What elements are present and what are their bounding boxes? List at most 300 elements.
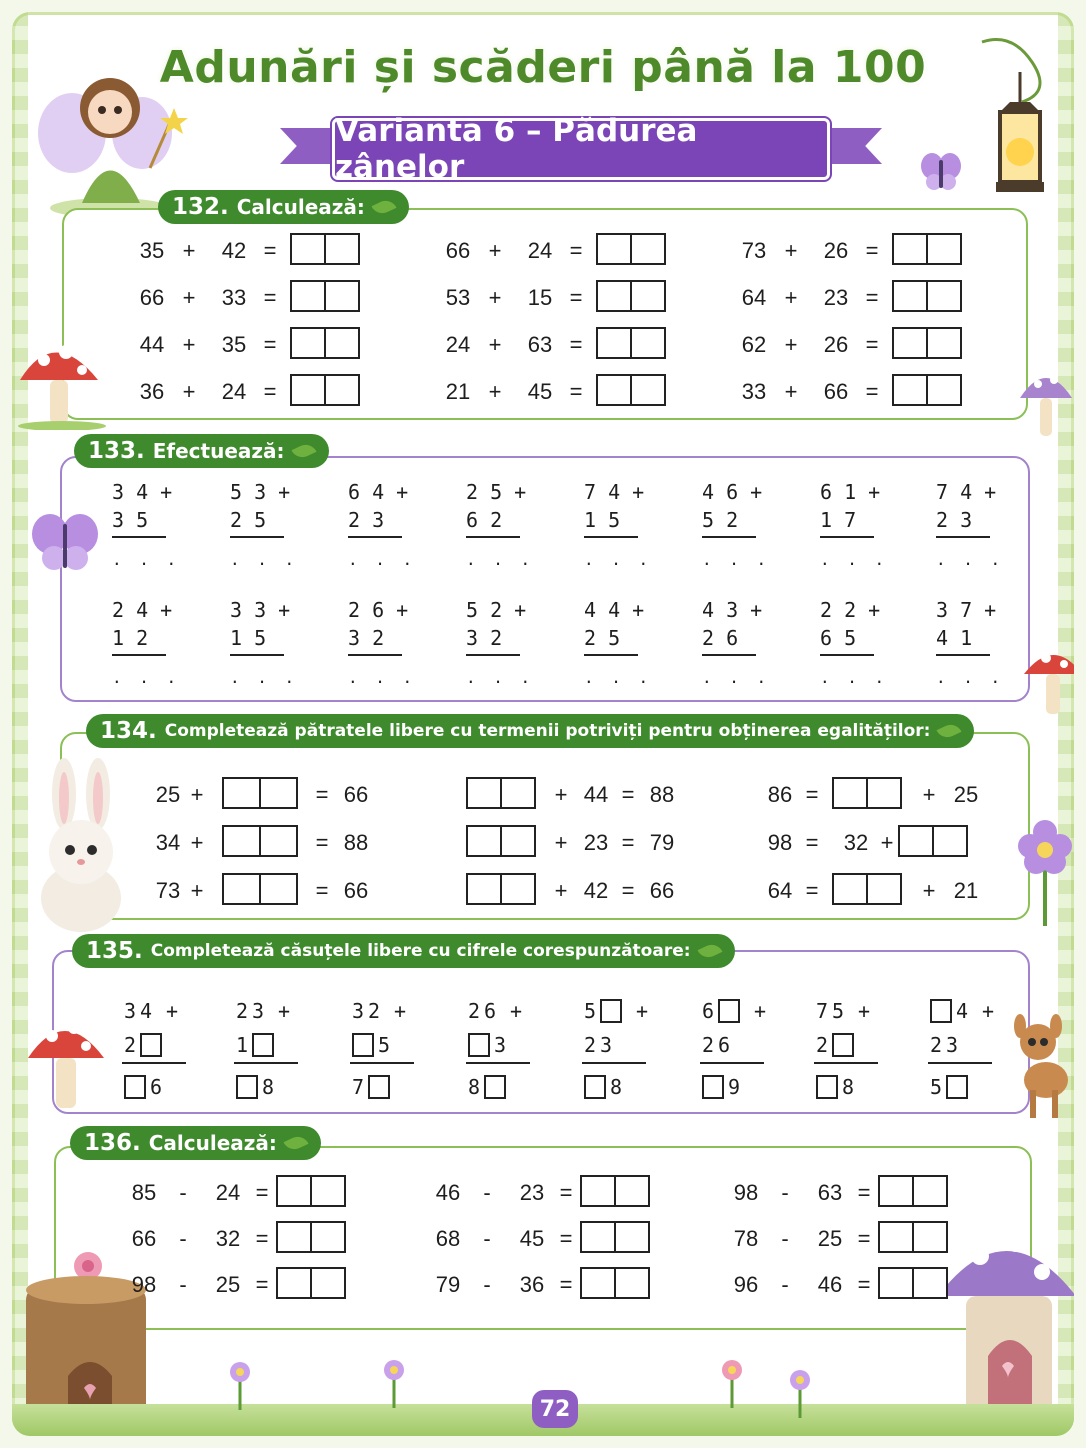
operator: +	[880, 830, 894, 855]
operand-b: 63	[527, 332, 553, 357]
result-placeholder[interactable]: . . .	[348, 668, 417, 687]
operator: -	[781, 1180, 789, 1205]
answer-cell-units[interactable]	[261, 827, 296, 855]
digit: 2	[367, 999, 381, 1023]
answer-cell-tens[interactable]	[900, 827, 934, 855]
addend-1: 6 1 +	[820, 480, 881, 504]
answer-cell-tens[interactable]	[598, 235, 632, 263]
addend-2: 2 3	[936, 508, 973, 532]
subtitle: Varianta 6 – Pădurea zânelor	[332, 118, 830, 180]
flower-icon	[1008, 818, 1074, 928]
column-addition	[584, 596, 654, 692]
lantern-icon	[972, 32, 1068, 222]
digit-box[interactable]	[352, 1033, 374, 1057]
answer-cell-units[interactable]	[616, 1223, 648, 1251]
worksheet-page	[12, 12, 1074, 1436]
operand-a: 68	[435, 1226, 461, 1251]
answer-cell-units[interactable]	[632, 376, 664, 404]
operand-b: 24	[215, 1180, 241, 1205]
result-placeholder[interactable]: . . .	[820, 668, 889, 687]
answer-cell-units[interactable]	[868, 875, 900, 903]
digit: 5	[583, 999, 597, 1023]
digit-box[interactable]	[584, 1075, 606, 1099]
result-placeholder[interactable]: . . .	[702, 550, 771, 569]
addend-2: 1 5	[230, 626, 267, 650]
operator: +	[165, 999, 179, 1023]
operator: +	[190, 782, 204, 807]
digit-row	[814, 1028, 884, 1062]
operand-b: 33	[221, 285, 247, 310]
operator: +	[784, 285, 798, 310]
result-placeholder[interactable]: . . .	[936, 550, 1005, 569]
addend-2: 2 3	[348, 508, 385, 532]
addend-1: 3 4 +	[112, 480, 173, 504]
answer-cell-units[interactable]	[312, 1177, 344, 1205]
answer-cell-units[interactable]	[632, 329, 664, 357]
mushroom-house	[932, 1216, 1074, 1436]
operator: +	[981, 999, 995, 1023]
sum-line	[230, 654, 284, 656]
answer-cell-units[interactable]	[632, 235, 664, 263]
answer-box[interactable]	[580, 1221, 650, 1253]
equals-sign: =	[805, 782, 819, 807]
sum-line	[820, 654, 874, 656]
answer-cell-units[interactable]	[312, 1269, 344, 1297]
equals-sign: =	[315, 782, 329, 807]
equals-sign: =	[559, 1180, 573, 1205]
operator: +	[488, 285, 502, 310]
answer-cell-units[interactable]	[261, 779, 296, 807]
operand-a: 25	[155, 782, 181, 807]
digit: 3	[599, 1033, 613, 1057]
addend-1: 3 3 +	[230, 598, 291, 622]
digit: 3	[351, 999, 365, 1023]
operand-b: 25	[215, 1272, 241, 1297]
answer-box[interactable]	[596, 280, 666, 312]
column-addition	[230, 596, 300, 692]
answer-cell-tens[interactable]	[292, 282, 326, 310]
answer-cell-tens[interactable]	[224, 827, 261, 855]
answer-box[interactable]	[222, 777, 298, 809]
sum-line	[814, 1062, 878, 1064]
digit: 7	[351, 1075, 365, 1099]
addend-1: 7 4 +	[936, 480, 997, 504]
column-addition	[466, 478, 536, 574]
result-placeholder[interactable]: . . .	[584, 550, 653, 569]
answer-cell-tens[interactable]	[880, 1269, 914, 1297]
operand-a: 64	[741, 285, 767, 310]
operand-a: 34	[155, 830, 181, 855]
sum-line	[584, 536, 638, 538]
operand-b: 44	[583, 782, 609, 807]
column-addition	[702, 596, 772, 692]
addend-1: 4 4 +	[584, 598, 645, 622]
answer-box[interactable]	[290, 233, 360, 265]
answer-box[interactable]	[276, 1267, 346, 1299]
answer-box[interactable]	[832, 777, 902, 809]
operator: +	[784, 332, 798, 357]
answer-cell-units[interactable]	[928, 235, 960, 263]
digit-box[interactable]	[946, 1075, 968, 1099]
operand-a: 78	[733, 1226, 759, 1251]
operator: +	[277, 999, 291, 1023]
exercise-136-label: 136. Calculează:	[70, 1126, 321, 1160]
operand-b: 21	[953, 878, 979, 903]
sum-line	[348, 536, 402, 538]
answer-box[interactable]	[580, 1175, 650, 1207]
flower-icon	[374, 1358, 414, 1408]
answer-box[interactable]	[290, 280, 360, 312]
answer-cell-tens[interactable]	[278, 1269, 312, 1297]
digit-puzzle	[928, 994, 998, 1104]
answer-box[interactable]	[878, 1267, 948, 1299]
digit: 2	[583, 1033, 597, 1057]
digit: 2	[467, 999, 481, 1023]
sum-line	[702, 654, 756, 656]
equals-sign: =	[263, 379, 277, 404]
answer-cell-units[interactable]	[312, 1223, 344, 1251]
operand-b: 45	[527, 379, 553, 404]
mushroom-icon	[14, 330, 110, 430]
answer-cell-tens[interactable]	[224, 875, 261, 903]
equals-sign: =	[255, 1226, 269, 1251]
operand-a: 66	[131, 1226, 157, 1251]
operator: +	[554, 878, 568, 903]
digit-puzzle	[466, 994, 536, 1104]
operator: -	[781, 1226, 789, 1251]
operator: +	[784, 379, 798, 404]
answer-cell-units[interactable]	[326, 329, 358, 357]
result-placeholder[interactable]: . . .	[702, 668, 771, 687]
addend-1: 2 6 +	[348, 598, 409, 622]
answer-box[interactable]	[596, 233, 666, 265]
answer-cell-tens[interactable]	[894, 235, 928, 263]
answer-cell-tens[interactable]	[292, 376, 326, 404]
equals-sign: =	[569, 332, 583, 357]
result: 64	[767, 878, 793, 903]
answer-cell-tens[interactable]	[598, 376, 632, 404]
digit: 1	[235, 1033, 249, 1057]
operand-b: 35	[221, 332, 247, 357]
addend-2: 6 5	[820, 626, 857, 650]
answer-box[interactable]	[466, 825, 536, 857]
digit-row	[700, 1028, 770, 1062]
answer-box[interactable]	[222, 873, 298, 905]
digit-row	[234, 1028, 304, 1062]
equals-sign: =	[865, 379, 879, 404]
digit-row	[582, 1070, 652, 1104]
sum-line	[466, 536, 520, 538]
operand-b: 63	[817, 1180, 843, 1205]
answer-cell-tens[interactable]	[468, 827, 502, 855]
answer-box[interactable]	[466, 777, 536, 809]
digit-row	[582, 994, 652, 1028]
digit-box[interactable]	[124, 1075, 146, 1099]
digit-row	[928, 1028, 998, 1062]
addend-2: 3 5	[112, 508, 149, 532]
answer-cell-units[interactable]	[928, 329, 960, 357]
operand-b: 15	[527, 285, 553, 310]
digit: 2	[123, 1033, 137, 1057]
answer-cell-tens[interactable]	[582, 1223, 616, 1251]
digit: 5	[831, 999, 845, 1023]
answer-cell-tens[interactable]	[894, 282, 928, 310]
equals-sign: =	[621, 830, 635, 855]
answer-cell-units[interactable]	[914, 1223, 946, 1251]
answer-cell-tens[interactable]	[278, 1177, 312, 1205]
answer-cell-tens[interactable]	[834, 779, 868, 807]
digit-box[interactable]	[718, 999, 740, 1023]
equals-sign: =	[569, 379, 583, 404]
operator: +	[784, 238, 798, 263]
answer-box[interactable]	[466, 873, 536, 905]
column-addition	[230, 478, 300, 574]
answer-cell-units[interactable]	[326, 282, 358, 310]
answer-cell-units[interactable]	[632, 282, 664, 310]
digit-box[interactable]	[832, 1033, 854, 1057]
operator: -	[781, 1272, 789, 1297]
answer-cell-units[interactable]	[326, 376, 358, 404]
digit-row	[350, 1070, 420, 1104]
answer-cell-units[interactable]	[934, 827, 966, 855]
digit-puzzle	[582, 994, 652, 1104]
digit-row	[814, 994, 884, 1028]
digit-box[interactable]	[236, 1075, 258, 1099]
addend-1: 4 6 +	[702, 480, 763, 504]
operand-a: 24	[445, 332, 471, 357]
answer-box[interactable]	[276, 1175, 346, 1207]
digit-row	[466, 1070, 536, 1104]
operator: +	[182, 285, 196, 310]
operator: +	[393, 999, 407, 1023]
operand-a: 98	[733, 1180, 759, 1205]
digit-puzzle	[814, 994, 884, 1104]
answer-cell-tens[interactable]	[880, 1177, 914, 1205]
result-placeholder[interactable]: . . .	[230, 550, 299, 569]
equals-sign: =	[263, 238, 277, 263]
digit-puzzle	[700, 994, 770, 1104]
answer-cell-units[interactable]	[502, 779, 534, 807]
equals-sign: =	[805, 830, 819, 855]
addend-1: 6 4 +	[348, 480, 409, 504]
result-placeholder[interactable]: . . .	[230, 668, 299, 687]
answer-box[interactable]	[290, 327, 360, 359]
digit: 6	[717, 1033, 731, 1057]
answer-cell-tens[interactable]	[834, 875, 868, 903]
answer-box[interactable]	[892, 327, 962, 359]
digit: 3	[123, 999, 137, 1023]
operand-b: 23	[583, 830, 609, 855]
digit-row	[814, 1070, 884, 1104]
operand-b: 46	[817, 1272, 843, 1297]
answer-box[interactable]	[898, 825, 968, 857]
digit-box[interactable]	[140, 1033, 162, 1057]
column-addition	[936, 478, 1006, 574]
page-title: Adunări și scăderi până la 100	[159, 42, 927, 93]
digit: 2	[815, 1033, 829, 1057]
answer-cell-tens[interactable]	[292, 235, 326, 263]
answer-box[interactable]	[580, 1267, 650, 1299]
answer-cell-units[interactable]	[261, 875, 296, 903]
answer-cell-tens[interactable]	[468, 779, 502, 807]
result-placeholder[interactable]: . . .	[348, 550, 417, 569]
result-placeholder[interactable]: . . .	[466, 550, 535, 569]
operand-b: 32	[215, 1226, 241, 1251]
addend-2: 2 6	[702, 626, 739, 650]
exercise-134-label: 134. Completează pătratele libere cu termenii potriviți pentru obținerea egalităților:	[86, 714, 974, 748]
digit: 5	[377, 1033, 391, 1057]
vine-border-left	[12, 12, 28, 1436]
digit: 5	[929, 1075, 943, 1099]
digit-box[interactable]	[600, 999, 622, 1023]
result-placeholder[interactable]: . . .	[112, 668, 181, 687]
operator: +	[182, 332, 196, 357]
mushroom-icon	[1016, 362, 1074, 442]
digit-row	[466, 994, 536, 1028]
equals-sign: =	[857, 1180, 871, 1205]
bunny-illustration	[26, 758, 136, 934]
operand-a: 53	[445, 285, 471, 310]
mushroom-icon	[1012, 640, 1074, 720]
digit-row	[928, 994, 998, 1028]
addend-1: 7 4 +	[584, 480, 645, 504]
sum-line	[582, 1062, 646, 1064]
equals-sign: =	[255, 1180, 269, 1205]
result-placeholder[interactable]: . . .	[466, 668, 535, 687]
result: 88	[649, 782, 675, 807]
answer-box[interactable]	[222, 825, 298, 857]
operator: +	[753, 999, 767, 1023]
answer-cell-tens[interactable]	[894, 329, 928, 357]
result-placeholder[interactable]: . . .	[584, 668, 653, 687]
digit: 8	[841, 1075, 855, 1099]
operand-b: 26	[823, 332, 849, 357]
digit-puzzle	[122, 994, 192, 1104]
answer-cell-tens[interactable]	[598, 329, 632, 357]
column-addition	[466, 596, 536, 692]
answer-box[interactable]	[892, 233, 962, 265]
digit-box[interactable]	[368, 1075, 390, 1099]
addend-2: 4 1	[936, 626, 973, 650]
digit-row	[350, 1028, 420, 1062]
sum-line	[234, 1062, 298, 1064]
addend-2: 1 7	[820, 508, 857, 532]
exercise-133-label: 133. Efectuează:	[74, 434, 329, 468]
operator: +	[922, 782, 936, 807]
answer-box[interactable]	[878, 1221, 948, 1253]
answer-cell-tens[interactable]	[598, 282, 632, 310]
operand-a: 33	[741, 379, 767, 404]
answer-cell-units[interactable]	[616, 1177, 648, 1205]
operator: -	[483, 1180, 491, 1205]
operator: +	[488, 379, 502, 404]
answer-cell-tens[interactable]	[880, 1223, 914, 1251]
answer-cell-tens[interactable]	[582, 1177, 616, 1205]
operator: +	[922, 878, 936, 903]
sum-line	[936, 654, 990, 656]
answer-box[interactable]	[596, 374, 666, 406]
equals-sign: =	[805, 878, 819, 903]
digit: 6	[149, 1075, 163, 1099]
answer-cell-tens[interactable]	[224, 779, 261, 807]
operand-a: 35	[139, 238, 165, 263]
digit-box[interactable]	[252, 1033, 274, 1057]
digit-box[interactable]	[930, 999, 952, 1023]
operator: +	[509, 999, 523, 1023]
answer-box[interactable]	[892, 374, 962, 406]
digit-box[interactable]	[816, 1075, 838, 1099]
answer-cell-units[interactable]	[914, 1177, 946, 1205]
answer-cell-units[interactable]	[928, 282, 960, 310]
result-placeholder[interactable]: . . .	[112, 550, 181, 569]
answer-box[interactable]	[290, 374, 360, 406]
addend-1: 4 3 +	[702, 598, 763, 622]
digit: 7	[815, 999, 829, 1023]
answer-cell-units[interactable]	[928, 376, 960, 404]
result: 86	[767, 782, 793, 807]
answer-box[interactable]	[276, 1221, 346, 1253]
column-addition	[702, 478, 772, 574]
sum-line	[820, 536, 874, 538]
answer-cell-tens[interactable]	[292, 329, 326, 357]
page-number: 72	[532, 1390, 578, 1428]
answer-cell-tens[interactable]	[582, 1269, 616, 1297]
equals-sign: =	[865, 332, 879, 357]
equals-sign: =	[315, 878, 329, 903]
digit: 6	[483, 999, 497, 1023]
addend-2: 1 5	[584, 508, 621, 532]
answer-cell-units[interactable]	[616, 1269, 648, 1297]
operator: -	[483, 1272, 491, 1297]
operator: -	[179, 1272, 187, 1297]
equals-sign: =	[263, 285, 277, 310]
answer-box[interactable]	[596, 327, 666, 359]
answer-cell-units[interactable]	[868, 779, 900, 807]
addend-1: 2 4 +	[112, 598, 173, 622]
digit-box[interactable]	[468, 1033, 490, 1057]
answer-cell-units[interactable]	[502, 827, 534, 855]
answer-cell-tens[interactable]	[468, 875, 502, 903]
answer-box[interactable]	[892, 280, 962, 312]
addend-2: 2 5	[584, 626, 621, 650]
digit-puzzle	[350, 994, 420, 1104]
operand-b: 42	[583, 878, 609, 903]
answer-cell-units[interactable]	[914, 1269, 946, 1297]
answer-cell-units[interactable]	[326, 235, 358, 263]
flower-icon	[780, 1368, 820, 1418]
sum-line	[112, 536, 166, 538]
sum-line	[466, 1062, 530, 1064]
answer-cell-units[interactable]	[502, 875, 534, 903]
digit: 4	[955, 999, 969, 1023]
answer-box[interactable]	[832, 873, 902, 905]
answer-cell-tens[interactable]	[894, 376, 928, 404]
answer-box[interactable]	[878, 1175, 948, 1207]
butterfly-icon	[918, 148, 964, 194]
digit-box[interactable]	[702, 1075, 724, 1099]
answer-cell-tens[interactable]	[278, 1223, 312, 1251]
result-placeholder[interactable]: . . .	[936, 668, 1005, 687]
operand-b: 23	[823, 285, 849, 310]
addend-2: 3 2	[348, 626, 385, 650]
mushroom-icon	[24, 1008, 110, 1114]
digit-box[interactable]	[484, 1075, 506, 1099]
equals-sign: =	[857, 1272, 871, 1297]
operand-b: 25	[953, 782, 979, 807]
result-placeholder[interactable]: . . .	[820, 550, 889, 569]
digit-row	[122, 1028, 192, 1062]
column-addition	[112, 596, 182, 692]
